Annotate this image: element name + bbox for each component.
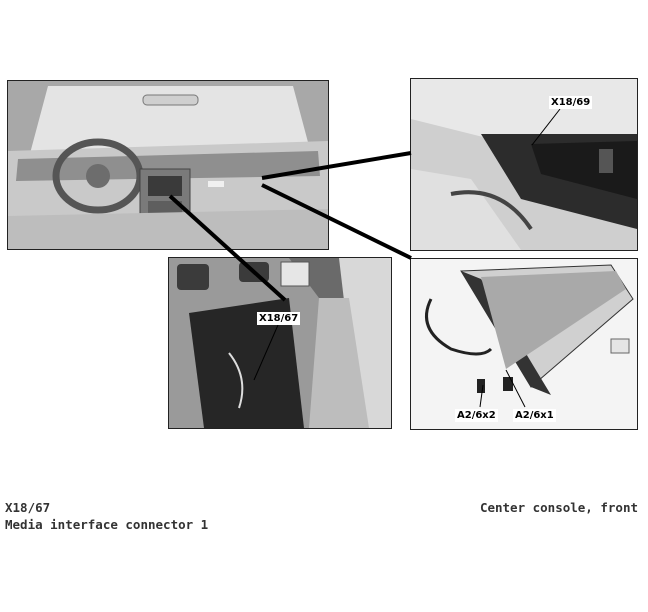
callout-label-a2-6x2: A2/6x2 — [457, 410, 496, 421]
media-interface-unit-image — [410, 258, 638, 430]
caption-location: Center console, front — [479, 500, 638, 515]
glovebox-detail-image — [410, 78, 638, 251]
callout-label-a2-6x1: A2/6x1 — [515, 410, 554, 421]
caption-code: X18/67 — [5, 500, 51, 515]
console-detail-image — [168, 257, 392, 429]
caption-description: Media interface connector 1 — [5, 517, 209, 532]
callout-label-x18-67: X18/67 — [259, 313, 299, 324]
dashboard-overview-image — [7, 80, 329, 250]
callout-label-x18-69: X18/69 — [551, 97, 591, 108]
